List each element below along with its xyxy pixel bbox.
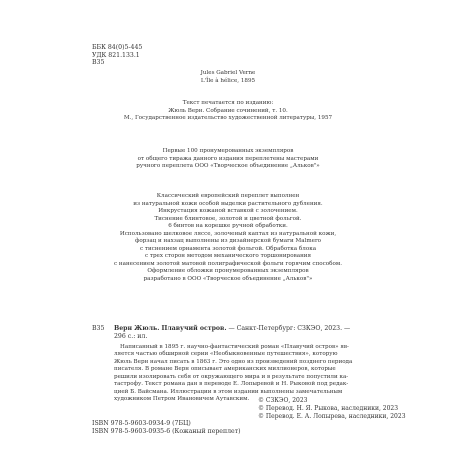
binding-description <box>100 193 356 283</box>
copyright-line: © Перевод. Н. Я. Рыкова, наследники, 2023 <box>258 405 399 413</box>
entry-code: В35 <box>92 325 105 332</box>
copyright-block <box>258 397 406 422</box>
copyright-line: © СЗКЭО, 2023 <box>258 397 308 404</box>
binding-line: 6 бинтов на корешке ручной обработки. <box>168 223 288 229</box>
original-title: L'Île à hélice, 1895 <box>200 77 256 84</box>
binding-line: форзац и нахзац выполнены из дизайнерской бумаги Malmero <box>134 238 322 244</box>
source-line: Жюль Верн. Собрание сочинений, т. 10. <box>168 107 288 114</box>
annotation-line: Написанный в 1895 г. научно-фантастический роман «Плавучий остров» яв- <box>120 344 349 350</box>
binding-line: Классический европейский переплет выполнен <box>156 193 300 199</box>
binding-line: с тиснением орнамента золотой фольгой. Обработка блока <box>139 245 317 252</box>
binding-line: с трех сторон методом механического торшонирования <box>144 253 312 259</box>
annotation-line: ляется частью обширной серии «Необыкновенные путешествия», которую <box>114 351 338 358</box>
annotation-line: тастрофу. Текст романа дан в переводе Е. Лопыревой и Н. Рыковой под редак- <box>114 381 349 388</box>
classification-codes <box>92 44 142 67</box>
author-sign: В35 <box>92 59 105 67</box>
isbn-line: ISBN 978-5-9603-0934-9 (7БЦ) <box>92 420 191 427</box>
entry-author-title: Верн Жюль. Плавучий остров. <box>114 325 227 332</box>
annotation-line: Жюль Верн начал писать в 1863 г. Это одно из произведений позднего периода <box>114 358 353 365</box>
binding-line: Тиснение блинтовое, золотой и цветной фольгой. <box>154 215 302 222</box>
binding-line: с нанесением золотой матовой полиграфической фольги горячим способом. <box>113 260 342 267</box>
annotation-line: художником Петром Ивановичем Аутавским. <box>114 396 250 403</box>
original-author: Jules Gabriel Verne <box>200 70 256 76</box>
source-edition-block <box>100 100 356 123</box>
limited-line: ручного переплета ООО «Творческое объединение „Альков"» <box>136 163 320 169</box>
binding-line: разработано в ООО «Творческое объединение „Альков"» <box>143 275 313 282</box>
entry-heading-text <box>114 325 350 333</box>
entry-imprint: — Санкт-Петербург: СЗКЭО, 2023. — <box>226 325 351 332</box>
annotation-line: решили изолировать себя от окружающего мира и в результате попустили ка- <box>114 373 349 380</box>
original-title-block <box>100 70 356 85</box>
source-line: М., Государственное издательство художественной литературы, 1957 <box>123 115 333 121</box>
annotation <box>114 344 358 404</box>
source-line: Текст печатается по изданию: <box>182 100 274 106</box>
bbk-code: ББК 84(0)5-445 <box>92 44 143 51</box>
binding-line: Использовано шелковое ляссе, золоченый каптал из натуральной кожи, <box>119 230 337 237</box>
limited-line: Первые 100 пронумерованных экземпляров <box>162 148 294 154</box>
copyright-line: © Перевод. Е. А. Лопырева, наследники, 2023 <box>258 413 406 421</box>
udk-code: УДК 821.133.1 <box>92 51 140 59</box>
annotation-line: писателя. В романе Верн описывает американских миллионеров, которые <box>114 366 336 373</box>
binding-line: Инкрустация кожаной вставкой с золочением. <box>158 208 298 214</box>
binding-line: из натуральной кожи особой выделки растительного дубления. <box>133 200 323 207</box>
binding-line: Оформление обложки пронумерованных экземпляров <box>147 268 309 274</box>
entry-pages: 296 с.: ил. <box>114 333 148 340</box>
limited-line: от общего тиража данного издания переплетены мастерами <box>137 155 319 162</box>
limited-edition-note <box>100 148 356 171</box>
isbn-line: ISBN 978-5-9603-0935-6 (Кожаный переплет) <box>92 428 241 436</box>
annotation-line: цией Б. Вайсмана. Иллюстрации в этом издании выполнены замечательным <box>114 388 343 395</box>
isbn-block <box>92 420 241 437</box>
